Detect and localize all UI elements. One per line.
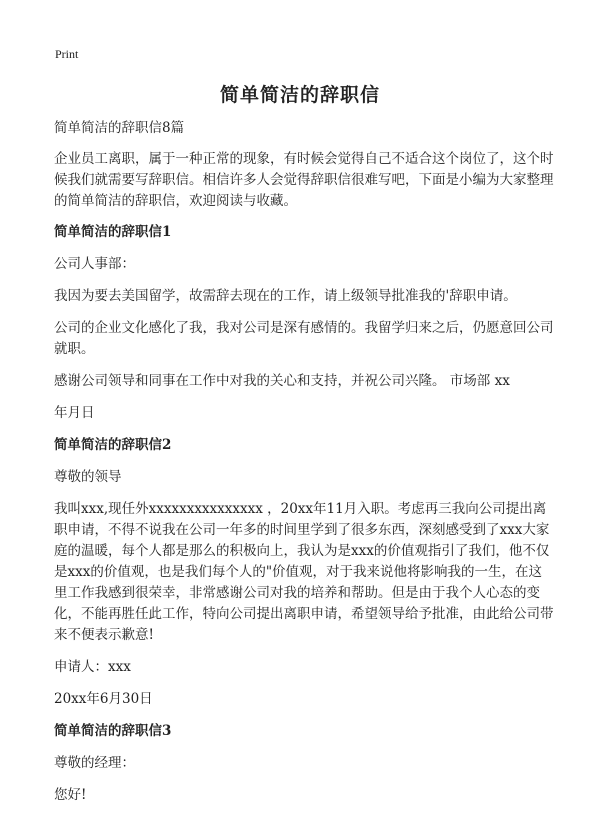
letter-1-paragraph-1: 我因为要去美国留学，故需辞去现在的工作，请上级领导批准我的'辞职申请。 (54, 288, 517, 304)
intro-paragraph: 企业员工离职，属于一种正常的现象，有时候会觉得自己不适合这个岗位了，这个时候我们就需要写辞职信。相信许多人会觉得辞职信很难写吧，下面是小编为大家整理的简单简洁的辞职信，欢迎阅读与收藏。 (54, 151, 554, 209)
letter-2-date: 20xx年6月30日 (54, 691, 153, 707)
letter-1-paragraph-2: 公司的企业文化感化了我，我对公司是深有感情的。我留学归来之后，仍愿意回公司就职。 (54, 320, 554, 357)
page-title: 简单简洁的辞职信 (219, 84, 380, 106)
print-link[interactable]: Print (55, 47, 79, 61)
letter-2-greeting: 尊敬的领导 (54, 469, 122, 485)
letter-3-paragraph-1: 您好! (54, 787, 87, 803)
letter-2-heading: 简单简洁的辞职信2 (54, 437, 172, 453)
letter-1-date: 年月日 (54, 405, 95, 421)
letter-2-paragraph-1: 我叫xxx,现任外xxxxxxxxxxxxxxx ，20xx年11月入职。考虑再三我向公司提出离职申请，不得不说我在公司一年多的时间里学到了很多东西，深刻感受到了xxx大家庭的温暖，每个人都是那么的积极向上，我认为是xxx的价值观指引了我们，他不仅是xxx的价值观，也是我们每个人的"价值观，对于我来说他将影响我的一生，在这里工作我感到很荣幸，非常感谢公司对我的培养和帮助。但是由于我个人心态的变化，不能再胜任此工作，特向公司提出离职申请，希望领导给予批准，由此给公司带来不便表示歉意! (54, 501, 554, 643)
letter-2-applicant: 申请人：xxx (54, 659, 131, 675)
letter-3-heading: 简单简洁的辞职信3 (54, 723, 172, 739)
letter-3-greeting: 尊敬的经理： (54, 755, 135, 771)
document-body (54, 118, 554, 806)
letter-1-paragraph-3: 感谢公司领导和同事在工作中对我的关心和支持，并祝公司兴隆。 市场部 xx (54, 373, 510, 389)
letter-1-heading: 简单简洁的辞职信1 (54, 224, 172, 240)
letter-1-greeting: 公司人事部： (54, 256, 135, 272)
subtitle: 简单简洁的辞职信8篇 (54, 120, 185, 136)
